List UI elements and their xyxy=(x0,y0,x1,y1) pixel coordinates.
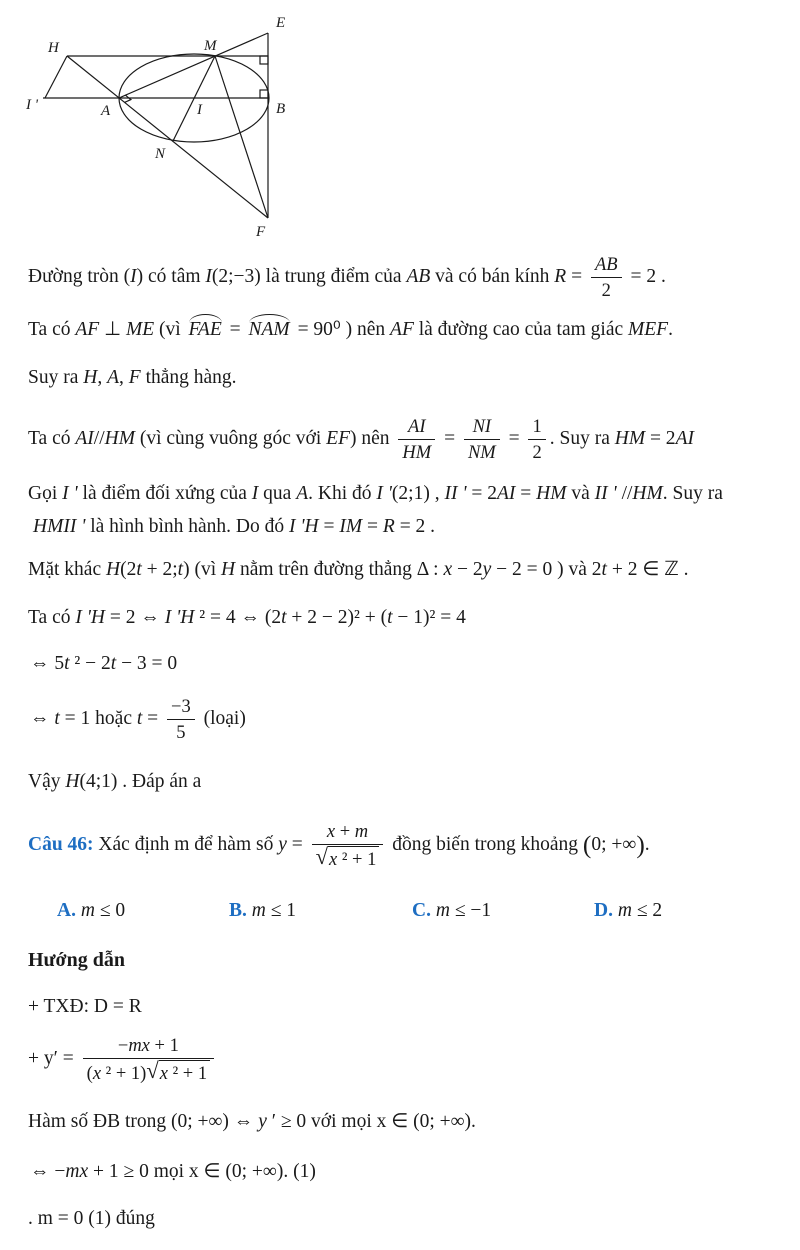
option-C-label: C. xyxy=(412,900,431,921)
line-inequality: ⇔ −mx + 1 ≥ 0 mọi x ∈ (0; +∞). (1) xyxy=(30,1161,316,1182)
line-ih-equation: Ta có I 'H = 2 ⇔ I 'H ² = 4 ⇔ (2t + 2 − 2)² + (t − 1)² = 4 xyxy=(28,607,466,628)
point-label-M: M xyxy=(204,38,217,54)
line-txd: + TXĐ: D = R xyxy=(28,996,142,1017)
point-label-B: B xyxy=(276,101,286,117)
right-angle-mark-B xyxy=(260,90,268,98)
line-parallelogram: HMII ' là hình bình hành. Do đó I 'H = IM = R = 2 . xyxy=(33,516,436,537)
point-label-I: I xyxy=(197,102,202,118)
question-46: Câu 46: Xác định m để hàm số y = x + m √ x ² + 1 đồng biến trong khoảng (0; +∞). xyxy=(28,821,650,871)
line-quadratic: ⇔ 5t ² − 2t − 3 = 0 xyxy=(30,653,178,674)
point-label-H: H xyxy=(48,40,59,56)
option-C-value: m ≤ −1 xyxy=(435,900,492,921)
line-parallel-ratio: Ta có AI//HM (vì cùng vuông góc với EF) nên $\frac{AI}{HM}$ = $\frac{NI}{NM}$ = $\frac{1}{2}$ . Suy ra HM = 2AI xyxy=(28,416,694,464)
right-angle-mark-E xyxy=(260,56,268,64)
line-collinear: Suy ra H, A, F thẳng hàng. xyxy=(28,367,237,388)
line-MF xyxy=(215,56,268,218)
option-D-label: D. xyxy=(594,900,613,921)
option-A-value: m ≤ 0 xyxy=(80,900,126,921)
option-B-label: B. xyxy=(229,900,247,921)
option-D-value: m ≤ 2 xyxy=(617,900,663,921)
point-label-E: E xyxy=(276,15,286,31)
line-symmetric-point: Gọi I ' là điểm đối xứng của I qua A. Khi đó I '(2;1) , II ' = 2AI = HM và II ' //HM. Suy ra xyxy=(28,483,723,504)
line-db-condition: Hàm số ĐB trong (0; +∞) ⇔ y ′ ≥ 0 với mọi x ∈ (0; +∞). xyxy=(28,1111,476,1132)
line-perpendicular: Ta có AF ⊥ ME (vì FAE = NAM = 90⁰ ) nên AF là đường cao của tam giác MEF. xyxy=(28,319,673,340)
line-HANF xyxy=(67,56,268,218)
point-label-F: F xyxy=(256,224,266,240)
option-B xyxy=(229,899,296,923)
option-D xyxy=(594,899,662,923)
point-label-A: A xyxy=(101,103,111,119)
option-A-label: A. xyxy=(57,900,76,921)
line-h-on-delta: Mặt khác H(2t + 2;t) (vì H nằm trên đường thẳng Δ : x − 2y − 2 = 0 ) và 2t + 2 ∈ ℤ . xyxy=(28,559,689,580)
heading-huong-dan: Hướng dẫn xyxy=(28,949,126,971)
point-label-I-prime: I ' xyxy=(26,97,38,113)
option-B-value: m ≤ 1 xyxy=(251,900,297,921)
line-circle-radius: Đường tròn (I) có tâm I(2;−3) là trung điểm của AB và có bán kính R = $\frac{AB}{2}$ = 2 . xyxy=(28,254,666,302)
geometry-figure xyxy=(0,0,310,245)
option-A xyxy=(57,899,125,923)
option-C xyxy=(412,899,491,923)
line-HIprime xyxy=(45,56,67,98)
line-conclusion: Vậy H(4;1) . Đáp án a xyxy=(28,771,202,792)
line-t-solutions: ⇔ t = 1 hoặc t = $\frac{-3}{5}$ (loại) xyxy=(30,696,246,744)
right-angle-mark-A xyxy=(125,95,131,102)
point-label-N: N xyxy=(155,146,166,162)
line-derivative: + y′ = −mx + 1 (x ² + 1) √ x ² + 1 xyxy=(28,1034,218,1085)
line-m-zero: . m = 0 (1) đúng xyxy=(28,1208,155,1229)
